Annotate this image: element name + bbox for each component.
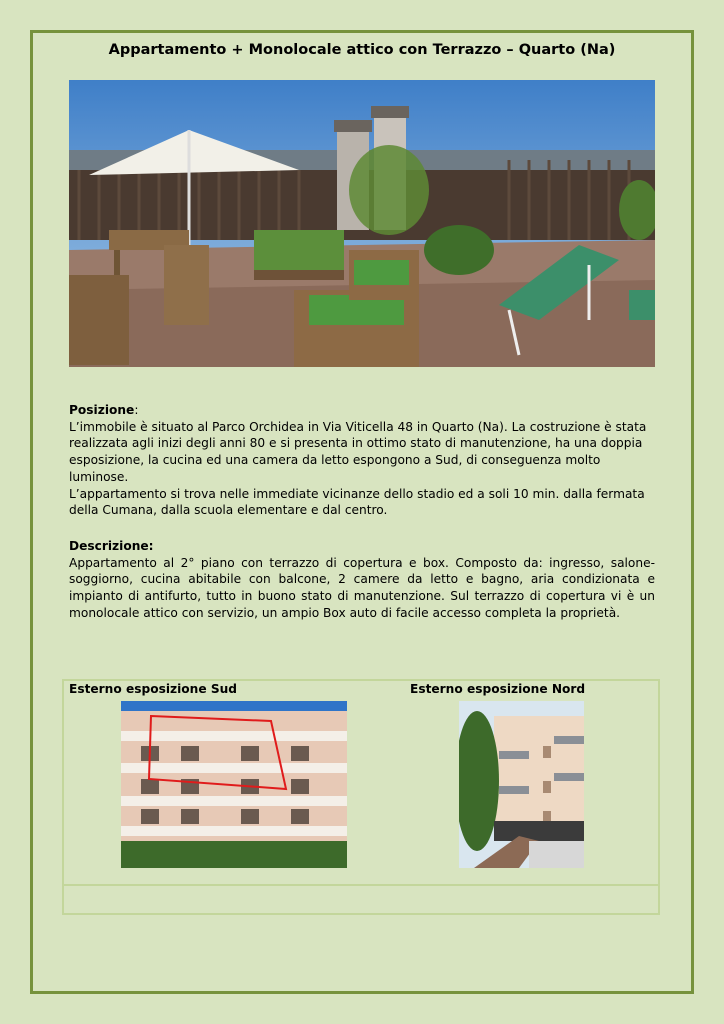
posizione-line: L’appartamento si trova nelle immediate vicinanze dello stadio ed a soli 10 min. dalla fermata (69, 486, 645, 501)
posizione-colon: : (134, 403, 139, 417)
terrace-photo (69, 80, 655, 367)
posizione-line: luminose. (69, 469, 129, 484)
posizione-line: della Cumana, dalla scuola elementare e dal centro. (69, 503, 388, 518)
photo-esterno-sud (121, 701, 347, 868)
posizione-section (69, 402, 655, 519)
gallery-table-divider (62, 884, 660, 886)
posizione-line: realizzata agli inizi degli anni 80 e si presenta in ottimo stato di manutenzione, ha una doppia (69, 436, 643, 451)
posizione-line: L’immobile è situato al Parco Orchidea in Via Viticella 48 in Quarto (Na). La costruzione è stata (69, 419, 647, 434)
caption-sud: Esterno esposizione Sud (69, 682, 238, 696)
page-title: Appartamento + Monolocale attico con Terrazzo – Quarto (Na) (108, 42, 616, 58)
posizione-heading: Posizione (69, 403, 135, 417)
descrizione-heading: Descrizione: (69, 539, 154, 553)
caption-nord: Esterno esposizione Nord (410, 682, 586, 696)
photo-esterno-nord (459, 701, 584, 868)
descrizione-body: Appartamento al 2° piano con terrazzo di copertura e box. Composto da: ingresso, salone-soggiorno, cucina abitabile con balcone, 2 camere da letto e bagno, aria condizionata e impianto di antifurto, tutto in buono stato di manutenzione. Sul terrazzo di copertura vi è un monolocale attico con servizio, un ampio Box auto di facile accesso completa la proprietà. (69, 555, 655, 620)
descrizione-section (69, 538, 655, 622)
posizione-line: esposizione, la cucina ed una camera da letto espongono a Sud, di conseguenza molto (69, 453, 601, 468)
